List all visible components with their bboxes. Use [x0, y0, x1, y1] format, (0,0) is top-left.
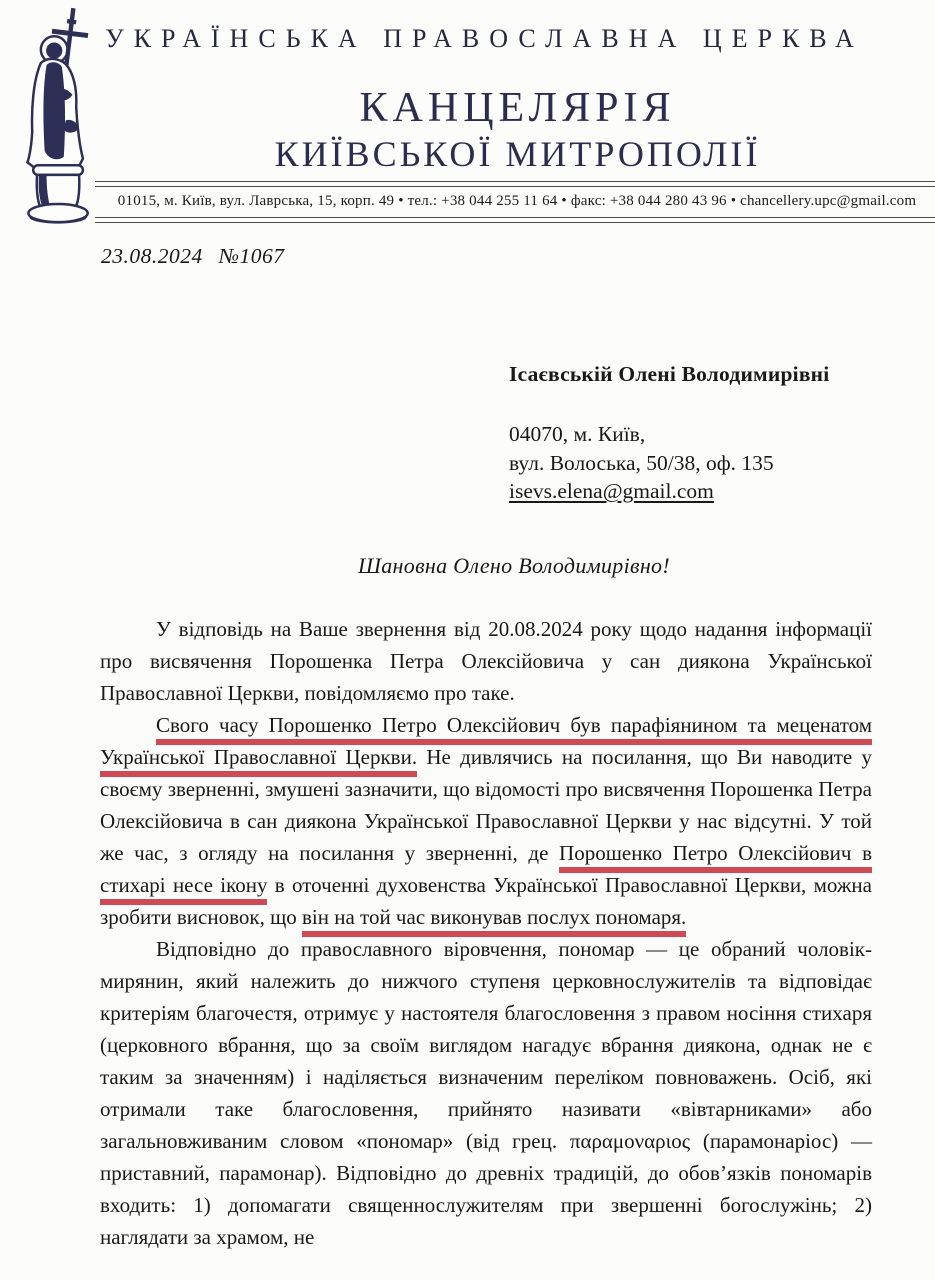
- letter-number: №1067: [218, 244, 285, 268]
- recipient-name: Ісаєвській Олені Володимирівні: [509, 362, 830, 386]
- body-paragraphs: [100, 613, 872, 1253]
- office-title-line1: КАНЦЕЛЯРІЯ: [359, 85, 676, 131]
- body-text: Не дивлячись на посилання, що Ви наводите у своєму зверненні, змушені зазначити, що відомості про висвячення Порошенка Петра Олексійовича в сан диякона Української Православної Церкви у нас відсутні. У той же час, з огляду на посилання у зверненні, де: [100, 745, 872, 865]
- st-volodymyr-statue-icon: [16, 4, 102, 232]
- recipient-address-line2: вул. Волоська, 50/38, оф. 135: [509, 450, 774, 475]
- body-text: в оточенні духовенства Української Православної Церкви, можна зробити висновок, що: [100, 873, 872, 929]
- reference-line: [101, 244, 285, 269]
- red-underlined-text: Порошенко Петро Олексійович в стихарі несе ікону: [100, 841, 872, 905]
- body-paragraph: [100, 613, 872, 709]
- contact-band: [95, 181, 935, 223]
- office-title-line2: КИЇВСЬКОЇ МИТРОПОЛІЇ: [274, 134, 761, 174]
- body-text: Відповідно до православного віровчення, пономар — це обраний чоловік-мирянин, який належить до нижчого ступеня церковнослужителів та відповідає критеріям благочестя, отримує у настоятеля благословення з правом носіння стихаря (церковного вбрання, що за своїм виглядом нагадує вбрання диякона, однак не є таким за значенням) і наділяється визначеним переліком повноважень. Осіб, які отримали таке благословення, прийнято називати «вівтарниками» або загальновживаним словом «пономар» (від грец. παραμοναριος (парамонаріос) — приставний, парамонар). Відповідно до древніх традицій, до обов’язків пономарів входить: 1) допомагати священнослужителям при звершенні богослужінь; 2) наглядати за храмом, не: [100, 937, 872, 1249]
- body-paragraph: [100, 709, 872, 933]
- body-text: У відповідь на Ваше звернення від 20.08.2024 року щодо надання інформації про висвячення Порошенка Петра Олексійовича у сан диякона Української Православної Церкви, повідомляємо про таке.: [100, 617, 872, 705]
- letterhead: [100, 0, 935, 175]
- letter-date: 23.08.2024: [101, 244, 203, 268]
- org-name: УКРАЇНСЬКА ПРАВОСЛАВНА ЦЕРКВА: [105, 24, 864, 53]
- rule-bottom: [95, 217, 935, 223]
- recipient-block: [509, 362, 829, 506]
- body-paragraph: [100, 933, 872, 1253]
- contact-line: 01015, м. Київ, вул. Лаврська, 15, корп. 49 • тел.: +38 044 255 11 64 • факс: +38 044 280 43 96 • chancellery.upc@gmail.com: [117, 193, 917, 209]
- red-underlined-text: він на той час виконував послух пономаря.: [302, 905, 686, 937]
- recipient-email: isevs.elena@gmail.com: [509, 479, 714, 503]
- recipient-address-line1: 04070, м. Київ,: [509, 422, 646, 446]
- red-underlined-text: Свого часу Порошенко Петро Олексійович був парафіянином та меценатом Української Православної Церкви.: [100, 713, 872, 777]
- salutation: Шановна Олено Володимирівно!: [358, 553, 670, 578]
